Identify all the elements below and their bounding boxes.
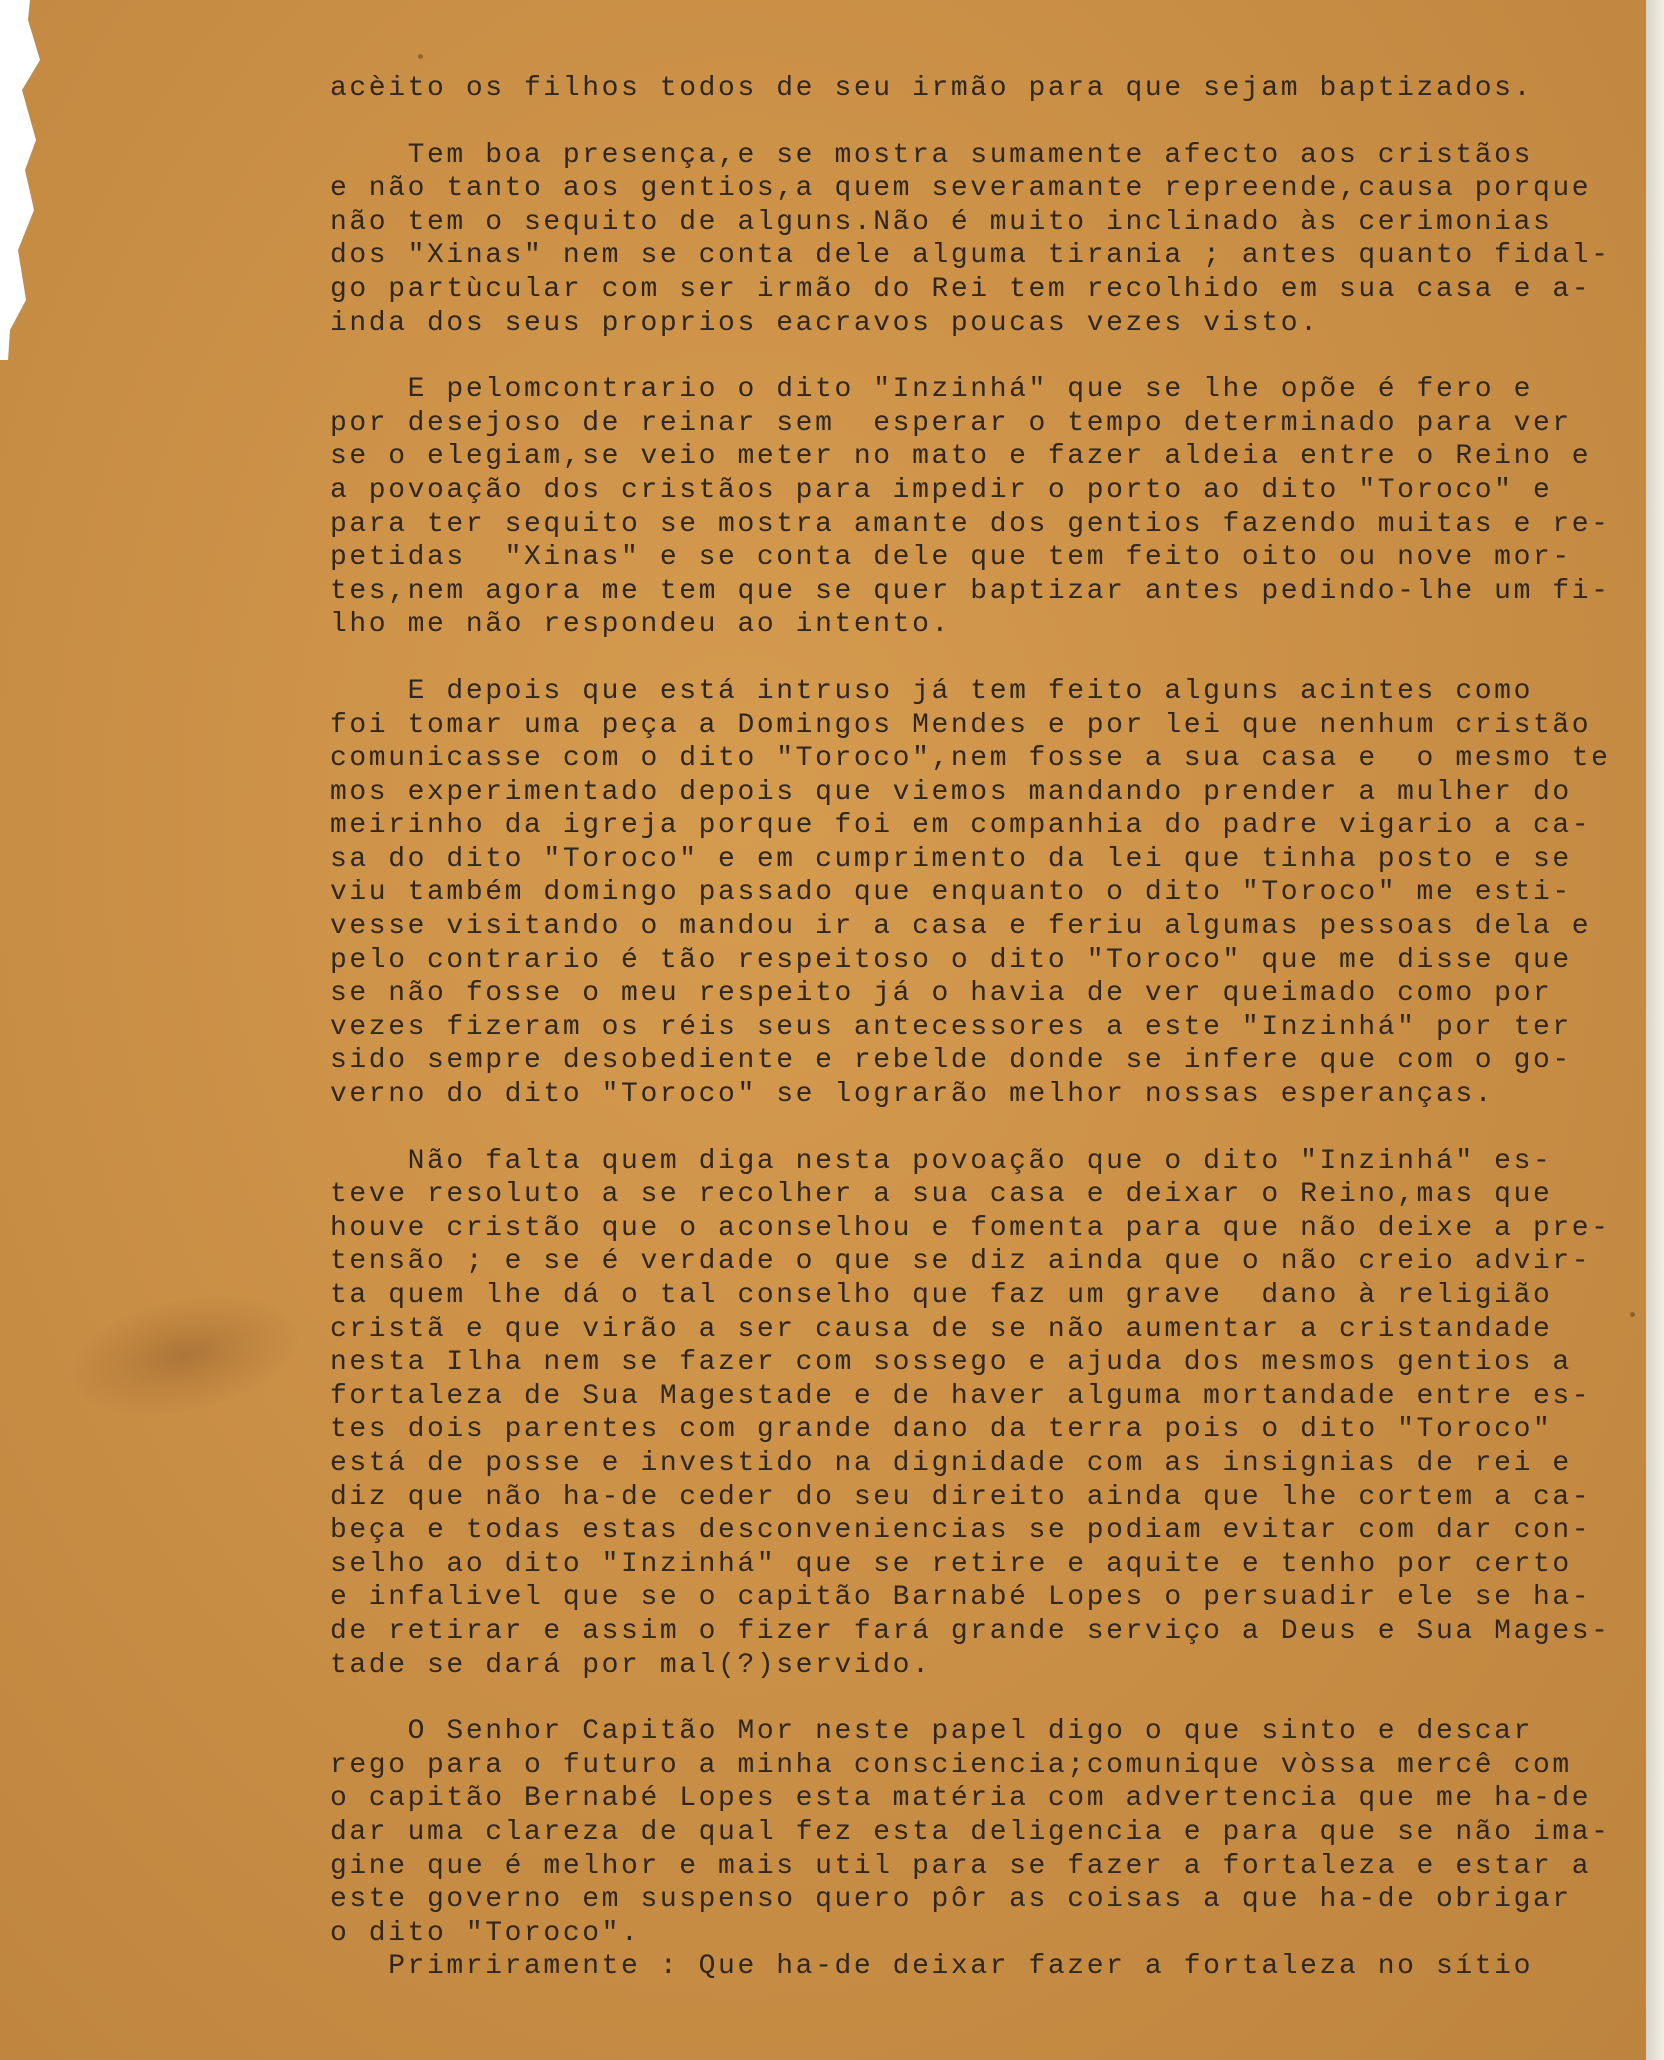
text-line: a povoação dos cristãos para impedir o porto ao dito "Toroco" e [330,474,1553,506]
text-line: nesta Ilha nem se fazer com sossego e ajuda dos mesmos gentios a [330,1347,1572,1379]
text-line: rego para o futuro a minha consciencia;comunique vòssa mercê com [330,1749,1572,1781]
text-line: sido sempre desobediente e rebelde donde se infere que com o go- [330,1045,1572,1077]
torn-paper-edge [0,0,70,360]
text-line: tes dois parentes com grande dano da terra pois o dito "Toroco" [330,1414,1553,1446]
text-line: teve resoluto a se recolher a sua casa e deixar o Reino,mas que [330,1179,1553,1211]
text-line: petidas "Xinas" e se conta dele que tem feito oito ou nove mor- [330,542,1572,574]
text-line: foi tomar uma peça a Domingos Mendes e por lei que nenhum cristão [330,709,1592,741]
text-line: lho me não respondeu ao intento. [330,609,951,641]
text-line: tensão ; e se é verdade o que se diz ainda que o não creio advir- [330,1246,1592,1278]
paragraph [330,139,1630,341]
text-line: acèito os filhos todos de seu irmão para que sejam baptizados. [330,73,1533,104]
text-line: e não tanto aos gentios,a quem severamante repreende,causa porque [330,173,1592,205]
text-line: se não fosse o meu respeito já o havia de ver queimado como por [330,978,1553,1010]
text-line: E depois que está intruso já tem feito alguns acintes como [330,675,1533,707]
text-line: inda dos seus proprios eacravos poucas vezes visto. [330,307,1320,339]
text-line: e infalivel que se o capitão Barnabé Lopes o persuadir ele se ha- [330,1582,1592,1614]
text-line: fortaleza de Sua Magestade e de haver alguma mortandade entre es- [330,1380,1592,1412]
text-line: E pelomcontrario o dito "Inzinhá" que se lhe opõe é fero e [330,374,1533,406]
water-stain [61,1277,309,1432]
text-line: viu também domingo passado que enquanto o dito "Toroco" me esti- [330,877,1572,909]
ink-dot [418,54,423,59]
text-line: dos "Xinas" nem se conta dele alguma tirania ; antes quanto fidal- [330,240,1611,272]
paragraph [330,373,1630,642]
text-line: meirinho da igreja porque foi em companhia do padre vigario a ca- [330,810,1592,842]
text-line: Não falta quem diga nesta povoação que o dito "Inzinhá" es- [330,1145,1553,1177]
text-line: comunicasse com o dito "Toroco",nem fosse a sua casa e o mesmo te [330,743,1611,775]
typed-letter-text [330,72,1630,1984]
text-line: não tem o sequito de alguns.Não é muito inclinado às cerimonias [330,206,1553,238]
ink-dot [1630,1312,1635,1317]
text-line: pelo contrario é tão respeitoso o dito "Toroco" que me disse que [330,944,1572,976]
text-line: selho ao dito "Inzinhá" que se retire e aquite e tenho por certo [330,1548,1572,1580]
text-line: dar uma clareza de qual fez esta deligencia e para que se não ima- [330,1816,1611,1848]
text-line: este governo em suspenso quero pôr as coisas a que ha-de obrigar [330,1884,1572,1916]
text-line: ta quem lhe dá o tal conselho que faz um grave dano à religião [330,1280,1553,1311]
text-line: Primriramente : Que ha-de deixar fazer a fortaleza no sítio [330,1951,1533,1983]
text-line: vesse visitando o mandou ir a casa e feriu algumas pessoas dela e [330,911,1592,943]
text-line: sa do dito "Toroco" e em cumprimento da lei que tinha posto e se [330,843,1572,875]
text-line: tes,nem agora me tem que se quer baptizar antes pedindo-lhe um fi- [330,575,1611,607]
text-line: Tem boa presença,e se mostra sumamente afecto aos cristãos [330,139,1533,171]
text-line: o dito "Toroco". [330,1917,641,1949]
scan-margin [1646,0,1664,2060]
text-line: para ter sequito se mostra amante dos gentios fazendo muitas e re- [330,508,1611,540]
text-line: beça e todas estas desconveniencias se podiam evitar com dar con- [330,1515,1592,1547]
text-line: verno do dito "Toroco" se lograrão melhor nossas esperanças. [330,1079,1495,1111]
paragraph [330,1145,1630,1683]
text-line: de retirar e assim o fizer fará grande serviço a Deus e Sua Mages- [330,1615,1611,1647]
text-line: cristã e que virão a ser causa de se não aumentar a cristandade [330,1313,1553,1345]
text-line: se o elegiam,se veio meter no mato e fazer aldeia entre o Reino e [330,441,1592,473]
paragraph [330,72,1630,106]
text-line: vezes fizeram os réis seus antecessores a este "Inzinhá" por ter [330,1011,1572,1043]
text-line: tade se dará por mal(?)servido. [330,1649,932,1681]
text-line: gine que é melhor e mais util para se fazer a fortaleza e estar a [330,1850,1592,1882]
text-line: mos experimentado depois que viemos mandando prender a mulher do [330,776,1572,808]
text-line: está de posse e investido na dignidade com as insignias de rei e [330,1447,1572,1479]
text-line: o capitão Bernabé Lopes esta matéria com advertencia que me ha-de [330,1783,1592,1815]
text-line: go partùcular com ser irmão do Rei tem recolhido em sua casa e a- [330,273,1592,305]
paragraph [330,1715,1630,1984]
paragraph [330,675,1630,1112]
text-line: por desejoso de reinar sem esperar o tempo determinado para ver [330,407,1572,439]
text-line: diz que não ha-de ceder do seu direito ainda que lhe cortem a ca- [330,1481,1592,1513]
text-line: O Senhor Capitão Mor neste papel digo o que sinto e descar [330,1716,1533,1748]
text-line: houve cristão que o aconselhou e fomenta para que não deixe a pre- [330,1212,1611,1244]
